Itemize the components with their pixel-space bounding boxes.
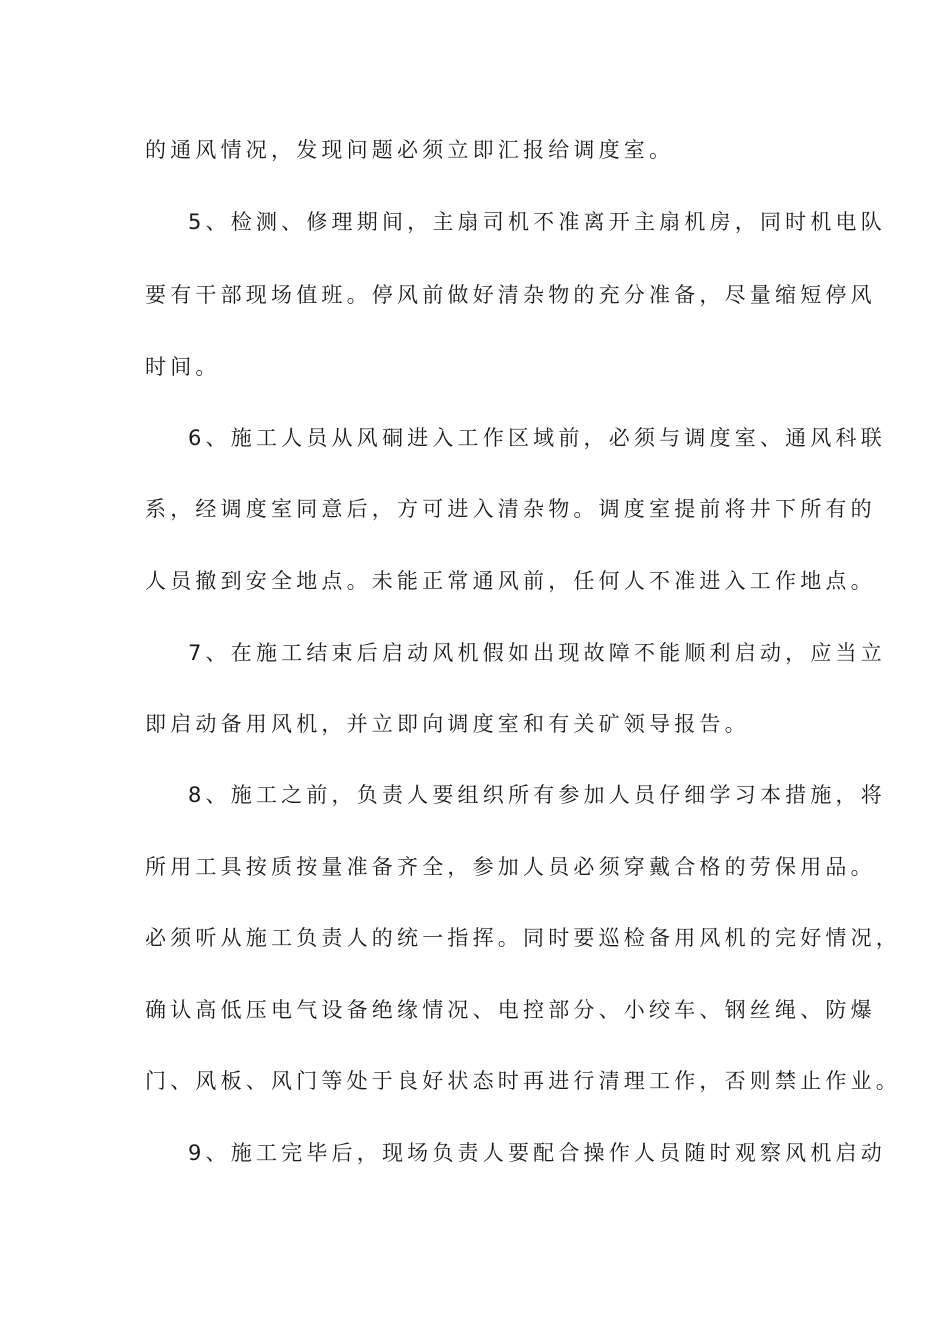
- text-line-4: 时间。: [145, 355, 221, 379]
- text-line-14: 门、风板、风门等处于良好状态时再进行清理工作，否则禁止作业。: [145, 1069, 901, 1093]
- text-line-9: 即启动备用风机，并立即向调度室和有关矿领导报告。: [145, 712, 750, 736]
- text-line-5: 6、施工人员从风硐进入工作区域前，必须与调度室、通风科联: [188, 426, 886, 450]
- text-line-1: 的通风情况，发现问题必须立即汇报给调度室。: [145, 138, 675, 162]
- text-line-3: 要有干部现场值班。停风前做好清杂物的充分准备，尽量缩短停风: [145, 283, 876, 307]
- text-line-15: 9、施工完毕后，现场负责人要配合操作人员随时观察风机启动: [188, 1141, 886, 1165]
- text-line-6: 系，经调度室同意后，方可进入清杂物。调度室提前将井下所有的: [145, 497, 876, 521]
- text-line-11: 所用工具按质按量准备齐全，参加人员必须穿戴合格的劳保用品。: [145, 855, 876, 879]
- text-line-2: 5、检测、修理期间，主扇司机不准离开主扇机房，同时机电队: [188, 210, 886, 234]
- text-line-12: 必须听从施工负责人的统一指挥。同时要巡检备用风机的完好情况，: [145, 926, 901, 950]
- text-line-10: 8、施工之前，负责人要组织所有参加人员仔细学习本措施，将: [188, 783, 886, 807]
- text-line-7: 人员撤到安全地点。未能正常通风前，任何人不准进入工作地点。: [145, 569, 876, 593]
- text-line-8: 7、在施工结束后启动风机假如出现故障不能顺利启动，应当立: [188, 641, 886, 665]
- text-line-13: 确认高低压电气设备绝缘情况、电控部分、小绞车、钢丝绳、防爆: [145, 998, 876, 1022]
